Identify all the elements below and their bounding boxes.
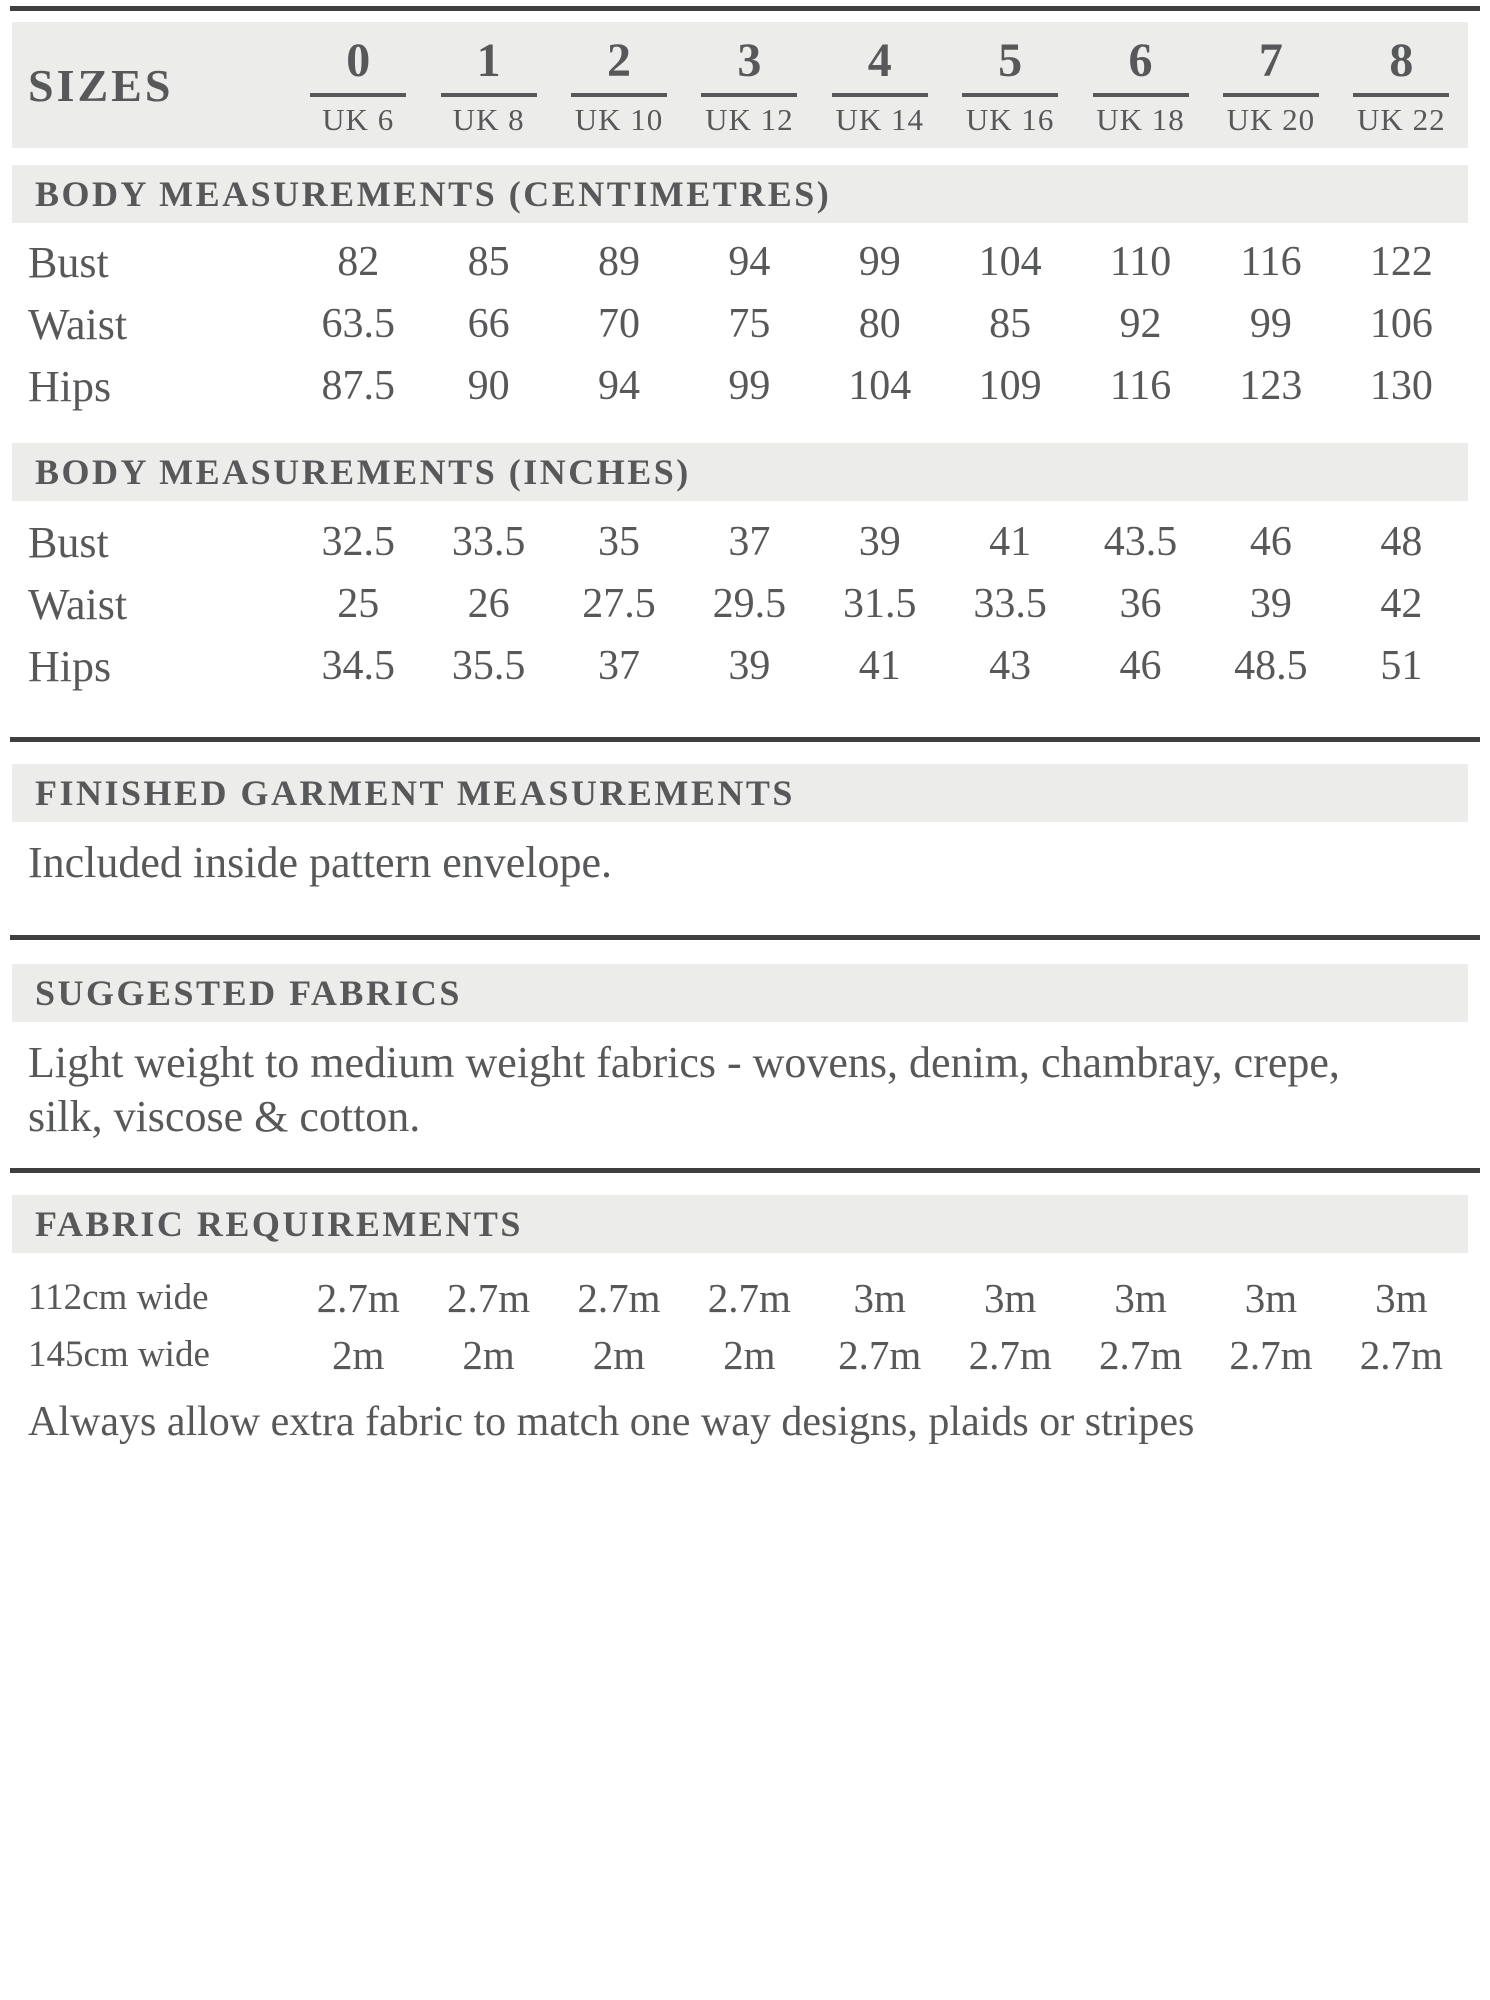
cell: 99 bbox=[858, 239, 901, 285]
cell: 35 bbox=[597, 519, 640, 565]
cell: 80 bbox=[858, 301, 901, 347]
size-number: 2 bbox=[606, 34, 631, 87]
cell: 99 bbox=[728, 363, 771, 409]
size-column bbox=[293, 35, 423, 135]
size-underline bbox=[832, 93, 928, 97]
size-column bbox=[554, 35, 684, 135]
cell: 66 bbox=[467, 301, 510, 347]
cell: 41 bbox=[858, 643, 901, 689]
cell: 110 bbox=[1109, 239, 1172, 285]
cell: 123 bbox=[1239, 363, 1303, 409]
finished-garment-text: Included inside pattern envelope. bbox=[28, 838, 613, 887]
size-underline bbox=[571, 93, 667, 97]
cell: 34.5 bbox=[321, 643, 395, 689]
section-divider bbox=[10, 1168, 1480, 1173]
cell: 27.5 bbox=[582, 581, 656, 627]
section-divider bbox=[10, 935, 1480, 940]
cell: 2m bbox=[462, 1331, 515, 1378]
cell: 41 bbox=[989, 519, 1032, 565]
cell: 3m bbox=[1114, 1274, 1167, 1321]
cell: 116 bbox=[1240, 239, 1302, 285]
uk-size-label: UK 6 bbox=[322, 102, 395, 137]
size-column bbox=[1075, 35, 1205, 135]
cell: 2.7m bbox=[577, 1274, 661, 1321]
row-label: Hips bbox=[28, 361, 112, 411]
size-underline bbox=[441, 93, 537, 97]
cell: 37 bbox=[728, 519, 771, 565]
row-label: Bust bbox=[28, 517, 109, 567]
table-row bbox=[12, 355, 1468, 417]
row-label: 145cm wide bbox=[28, 1334, 210, 1375]
row-label: Waist bbox=[28, 579, 128, 629]
size-column bbox=[815, 35, 945, 135]
cell: 90 bbox=[467, 363, 510, 409]
body-measurements-cm-table bbox=[12, 231, 1468, 417]
cell: 3m bbox=[1244, 1274, 1298, 1321]
row-label: Hips bbox=[28, 641, 112, 691]
table-row bbox=[12, 231, 1468, 293]
cell: 2m bbox=[592, 1331, 646, 1378]
size-number: 7 bbox=[1258, 34, 1283, 87]
cell: 26 bbox=[467, 581, 510, 627]
table-row bbox=[12, 635, 1468, 697]
section-heading-fabric-requirements: FABRIC REQUIREMENTS bbox=[12, 1195, 1468, 1253]
cell: 87.5 bbox=[321, 363, 395, 409]
uk-size-label: UK 8 bbox=[452, 102, 525, 137]
cell: 51 bbox=[1380, 643, 1423, 689]
cell: 92 bbox=[1119, 301, 1162, 347]
section-heading-inches: BODY MEASUREMENTS (INCHES) bbox=[12, 443, 1468, 501]
cell: 2.7m bbox=[447, 1274, 531, 1321]
size-number: 1 bbox=[476, 34, 501, 87]
cell: 42 bbox=[1380, 581, 1423, 627]
cell: 32.5 bbox=[321, 519, 395, 565]
cell: 3m bbox=[983, 1274, 1037, 1321]
size-number: 5 bbox=[998, 34, 1023, 87]
size-column bbox=[423, 35, 553, 135]
cell: 25 bbox=[337, 581, 380, 627]
cell: 2.7m bbox=[707, 1274, 791, 1321]
cell: 2m bbox=[723, 1331, 776, 1378]
cell: 2.7m bbox=[1229, 1331, 1313, 1378]
cell: 85 bbox=[467, 239, 510, 285]
cell: 29.5 bbox=[712, 581, 787, 627]
cell: 116 bbox=[1109, 363, 1172, 409]
uk-size-label: UK 16 bbox=[965, 102, 1055, 137]
cell: 85 bbox=[989, 301, 1032, 347]
table-row bbox=[12, 293, 1468, 355]
table-row bbox=[12, 1269, 1468, 1326]
section-heading-suggested-fabrics: SUGGESTED FABRICS bbox=[12, 964, 1468, 1022]
cell: 33.5 bbox=[973, 581, 1047, 627]
row-label: Waist bbox=[28, 299, 128, 349]
uk-size-label: UK 22 bbox=[1357, 102, 1446, 137]
table-row bbox=[12, 1326, 1468, 1383]
cell: 39 bbox=[728, 643, 771, 689]
cell: 75 bbox=[728, 301, 771, 347]
size-number: 8 bbox=[1389, 34, 1414, 87]
cell: 37 bbox=[597, 643, 640, 689]
cell: 2.7m bbox=[1359, 1331, 1443, 1378]
cell: 109 bbox=[978, 363, 1042, 409]
body-measurements-inches-table bbox=[12, 511, 1468, 697]
cell: 36 bbox=[1119, 581, 1162, 627]
size-number: 6 bbox=[1128, 34, 1153, 87]
size-underline bbox=[962, 93, 1058, 97]
size-underline bbox=[310, 93, 406, 97]
cell: 104 bbox=[848, 363, 912, 409]
fabric-requirements-table bbox=[12, 1269, 1468, 1383]
sizes-header bbox=[12, 22, 1468, 148]
cell: 46 bbox=[1119, 643, 1162, 689]
table-row bbox=[12, 511, 1468, 573]
table-row bbox=[12, 573, 1468, 635]
suggested-fabrics-text: Light weight to medium weight fabrics - wovens, denim, chambray, crepe, silk, viscose & cotton. bbox=[28, 1038, 1340, 1141]
size-underline bbox=[1223, 93, 1319, 97]
cell: 2.7m bbox=[1098, 1331, 1183, 1378]
cell: 2.7m bbox=[968, 1331, 1052, 1378]
row-label: 112cm wide bbox=[28, 1277, 209, 1318]
cell: 94 bbox=[597, 363, 640, 409]
cell: 94 bbox=[728, 239, 771, 285]
size-column bbox=[1206, 35, 1336, 135]
uk-size-label: UK 10 bbox=[574, 102, 664, 137]
sizes-title: SIZES bbox=[28, 59, 174, 111]
cell: 3m bbox=[853, 1274, 906, 1321]
size-number: 3 bbox=[737, 34, 762, 87]
section-divider bbox=[10, 737, 1480, 742]
top-divider bbox=[10, 6, 1480, 11]
size-column bbox=[684, 35, 814, 135]
cell: 3m bbox=[1375, 1274, 1428, 1321]
cell: 99 bbox=[1249, 301, 1292, 347]
cell: 2m bbox=[331, 1331, 385, 1378]
uk-size-label: UK 20 bbox=[1226, 102, 1316, 137]
cell: 70 bbox=[597, 301, 640, 347]
cell: 122 bbox=[1369, 239, 1433, 285]
cell: 39 bbox=[858, 519, 901, 565]
cell: 48.5 bbox=[1234, 643, 1308, 689]
cell: 89 bbox=[597, 239, 640, 285]
cell: 2.7m bbox=[838, 1331, 922, 1378]
size-column bbox=[945, 35, 1075, 135]
size-number: 4 bbox=[867, 34, 892, 87]
section-heading-finished-garment: FINISHED GARMENT MEASUREMENTS bbox=[12, 764, 1468, 822]
size-underline bbox=[701, 93, 797, 97]
cell: 130 bbox=[1369, 363, 1433, 409]
row-label: Bust bbox=[28, 237, 109, 287]
cell: 104 bbox=[978, 239, 1042, 285]
cell: 2.7m bbox=[316, 1274, 400, 1321]
cell: 43.5 bbox=[1103, 519, 1178, 565]
section-heading-cm: BODY MEASUREMENTS (CENTIMETRES) bbox=[12, 165, 1468, 223]
cell: 43 bbox=[989, 643, 1032, 689]
cell: 46 bbox=[1249, 519, 1292, 565]
uk-size-label: UK 12 bbox=[705, 102, 794, 137]
cell: 39 bbox=[1249, 581, 1292, 627]
uk-size-label: UK 14 bbox=[835, 102, 925, 137]
cell: 31.5 bbox=[843, 581, 917, 627]
size-underline bbox=[1093, 93, 1189, 97]
uk-size-label: UK 18 bbox=[1096, 102, 1185, 137]
cell: 106 bbox=[1369, 301, 1433, 347]
cell: 33.5 bbox=[451, 519, 526, 565]
size-number: 0 bbox=[346, 34, 371, 87]
fabric-note: Always allow extra fabric to match one way designs, plaids or stripes bbox=[28, 1399, 1195, 1445]
cell: 82 bbox=[337, 239, 380, 285]
cell: 48 bbox=[1380, 519, 1423, 565]
cell: 63.5 bbox=[321, 301, 395, 347]
cell: 35.5 bbox=[451, 643, 526, 689]
size-column bbox=[1336, 35, 1466, 135]
size-underline bbox=[1353, 93, 1449, 97]
